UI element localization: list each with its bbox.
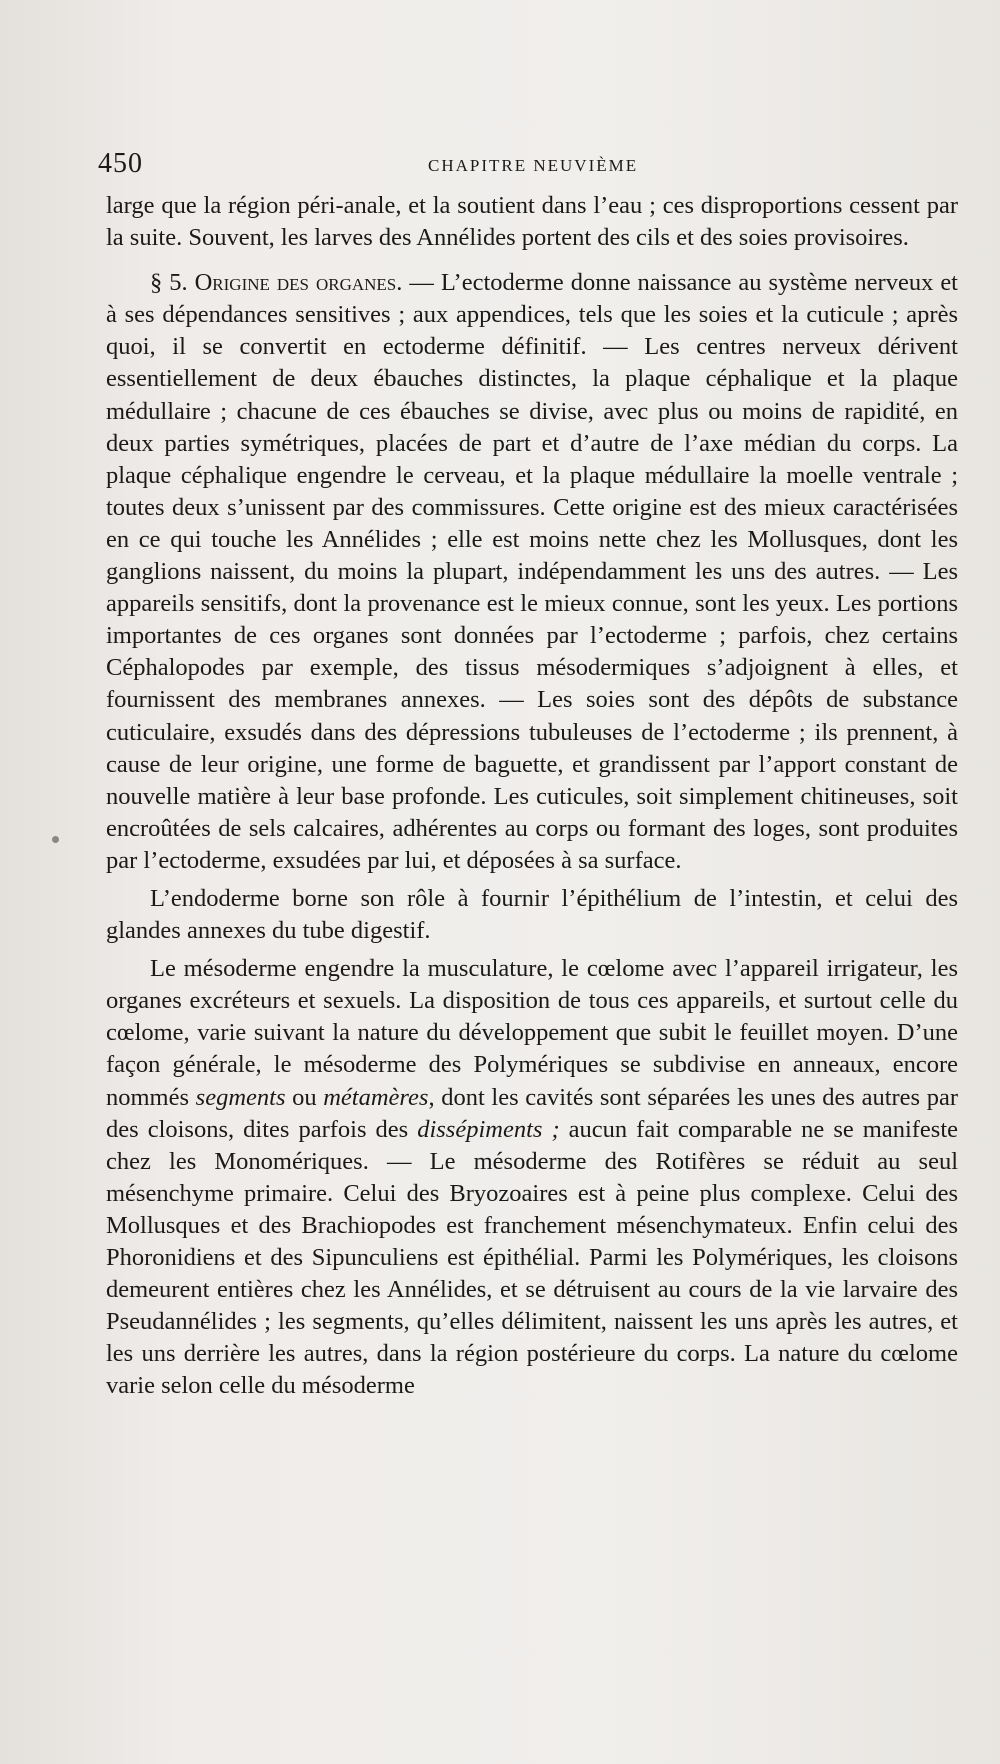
page-number: 450 bbox=[98, 148, 143, 179]
paragraph-text: large que la région péri-anale, et la soutient dans l’eau ; ces disproportions cessent par la suite. Souvent, les larves des Annélides portent des cils et des soies provisoires. bbox=[106, 192, 958, 252]
paragraph-mesoderme bbox=[106, 953, 958, 1402]
paragraph-text: — L’ectoderme donne naissance au système nerveux et à ses dépendances sensitives ; aux appendices, tels que les soies et la cuticule ; après quoi, il se convertit en ectoderme définitif. — Les centres nerveux dérivent essentiellement de deux ébauches distinctes, la plaque céphalique et la plaque médullaire ; chacune de ces ébauches se divise, avec plus ou moins de rapidité, en deux parties symétriques, placées de part et d’autre de l’axe médian du corps. La plaque céphalique engendre le cerveau, et la plaque médullaire la moelle ventrale ; toutes deux s’unissent par des commissures. Cette origine est des mieux caractérisées en ce qui touche les Annélides ; elle est moins nette chez les Mollusques, dont les ganglions naissent, du moins la plupart, indépendamment les uns des autres. — Les appareils sensitifs, dont la provenance est le mieux connue, sont les yeux. Les portions importantes de ces organes sont données par l’ectoderme ; parfois, chez certains Céphalopodes par exemple, des tissus mésodermiques s’adjoignent à elles, et fournissent des membranes annexes. — Les soies sont des dépôts de substance cuticulaire, exsudés dans des dépressions tubuleuses de l’ectoderme ; ils prennent, à cause de leur origine, une forme de baguette, et grandissent par l’apport constant de nouvelle matière à leur base profonde. Les cuticules, soit simplement chitineuses, soit encroûtées de sels calcaires, adhérentes au corps ou formant des loges, sont produites par l’ectoderme, exsudées par lui, et déposées à sa surface. bbox=[106, 269, 958, 874]
section-marker: § 5. bbox=[150, 269, 188, 297]
paragraph-text-part: ou bbox=[285, 1083, 324, 1111]
running-head: CHAPITRE NEUVIÈME bbox=[428, 156, 639, 175]
paragraph-section-5 bbox=[106, 267, 958, 877]
paragraph-text-part: , dont les cavités sont séparées les unes des autres par des cloisons, dites parfois des bbox=[106, 1083, 958, 1143]
italic-term: métamères bbox=[323, 1083, 429, 1111]
paragraph-text-part: Le mésoderme engendre la musculature, le cœlome avec l’appareil irrigateur, les organes excréteurs et sexuels. La disposition de tous ces appareils, et surtout celle du cœlome, varie suivant la nature du développement que subit le feuillet moyen. D’une façon générale, le mésoderme des Polymériques se subdivise en anneaux, encore nommés bbox=[106, 955, 958, 1111]
section-title: Origine des organes. bbox=[194, 269, 403, 297]
italic-term: segments bbox=[195, 1083, 286, 1111]
ink-spot bbox=[52, 836, 59, 843]
page-header bbox=[98, 148, 958, 184]
paragraph-text-part: aucun fait comparable ne se manifeste chez les Monomériques. — Le mésoderme des Rotifères se réduit au seul mésenchyme primaire. Celui des Bryozoaires est à peine plus complexe. Celui des Mollusques et des Brachiopodes est franchement mésenchymateux. Enfin celui des Phoronidiens et des Sipunculiens est épithélial. Parmi les Polymériques, les cloisons demeurent entières chez les Annélides, et se détruisent au cours de la vie larvaire des Pseudannélides ; les segments, qu’elles délimitent, naissent les uns après les autres, et les uns derrière les autres, dans la région postérieure du corps. La nature du cœlome varie selon celle du mésoderme bbox=[106, 1115, 958, 1400]
paragraph-endoderme bbox=[106, 883, 958, 947]
paragraph-continuation bbox=[106, 190, 958, 254]
paragraph-text: L’endoderme borne son rôle à fournir l’épithélium de l’intestin, et celui des glandes annexes du tube digestif. bbox=[106, 884, 958, 945]
italic-term: dissépiments ; bbox=[417, 1115, 560, 1143]
body-text bbox=[106, 190, 958, 1402]
